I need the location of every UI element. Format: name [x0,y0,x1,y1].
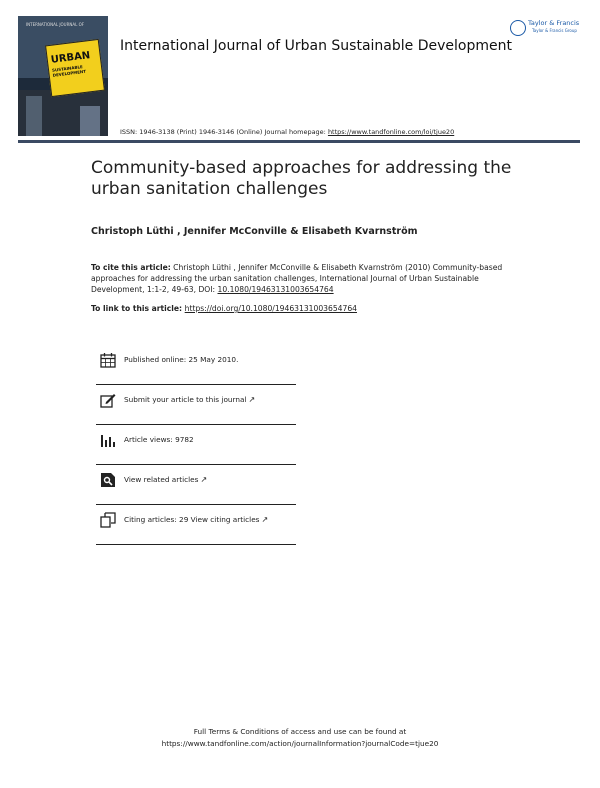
publisher-logo[interactable] [510,18,590,38]
article-title: Community-based approaches for addressing the urban sanitation challenges [91,158,512,199]
related-articles-row[interactable] [96,464,296,505]
cover-building [80,106,100,136]
article-doi-url[interactable]: https://doi.org/10.1080/19463131003654764 [184,304,357,313]
submit-article-link[interactable] [124,395,255,404]
publisher-name: Taylor & Francis [528,19,580,27]
published-online-row [96,344,296,385]
footer-terms-link[interactable]: https://www.tandfonline.com/action/journalInformation?journalCode=tjue20 [161,739,439,748]
external-link-icon: ↗ [200,475,208,484]
citing-articles-row[interactable] [96,504,296,545]
issn-text: ISSN: 1946-3138 (Print) 1946-3146 (Online) Journal homepage: [120,128,328,136]
article-views-text: Article views: 9782 [124,435,194,444]
cover-sign-subtitle: SUSTAINABLE DEVELOPMENT [51,64,87,78]
journal-title: International Journal of Urban Sustainable Development [120,38,512,54]
citing-articles-link[interactable] [124,515,268,524]
article-authors: Christoph Lüthi , Jennifer McConville & Elisabeth Kvarnström [91,226,418,237]
search-document-icon [100,472,116,488]
cover-buildings [18,90,108,136]
article-views-row [96,424,296,465]
citing-articles-label: Citing articles: 29 View citing articles [124,515,260,524]
cover-sign [45,39,105,97]
header-divider [18,140,580,143]
external-link-icon: ↗ [261,515,269,524]
submit-article-label: Submit your article to this journal [124,395,247,404]
doi-link[interactable]: 10.1080/19463131003654764 [217,285,334,294]
issn-line [120,128,454,136]
citation-label: To cite this article: [91,263,171,272]
article-link-line [91,304,357,313]
published-online-text: Published online: 25 May 2010. [124,355,239,364]
journal-homepage-link[interactable]: https://www.tandfonline.com/loi/tjue20 [327,128,455,136]
cover-top-text: INTERNATIONAL JOURNAL OF [26,22,85,27]
citation-text: Christoph Lüthi , Jennifer McConville & Elisabeth Kvarnström (2010) Community-based approaches for addressing the urban sanitation challenges, International Journal of Urban Sustainable Development, 1:1-2, 49-63, DOI: [91,263,503,294]
cover-sign-word: URBAN [50,50,91,66]
link-label: To link to this article: [91,304,185,313]
cover-building [26,96,42,136]
related-articles-label: View related articles [124,475,199,484]
submit-article-row[interactable] [96,384,296,425]
bar-chart-icon [100,432,116,448]
external-link-icon: ↗ [248,395,256,404]
footer-terms-line: Full Terms & Conditions of access and use can be found at [193,727,407,736]
journal-cover-image [18,16,108,136]
citation-icon [100,512,116,528]
edit-icon [100,392,116,408]
publisher-group: Taylor & Francis Group [532,28,577,33]
publisher-logo-icon [510,20,526,36]
related-articles-link[interactable] [124,475,207,484]
citation-block [91,262,521,295]
calendar-icon [100,352,116,368]
